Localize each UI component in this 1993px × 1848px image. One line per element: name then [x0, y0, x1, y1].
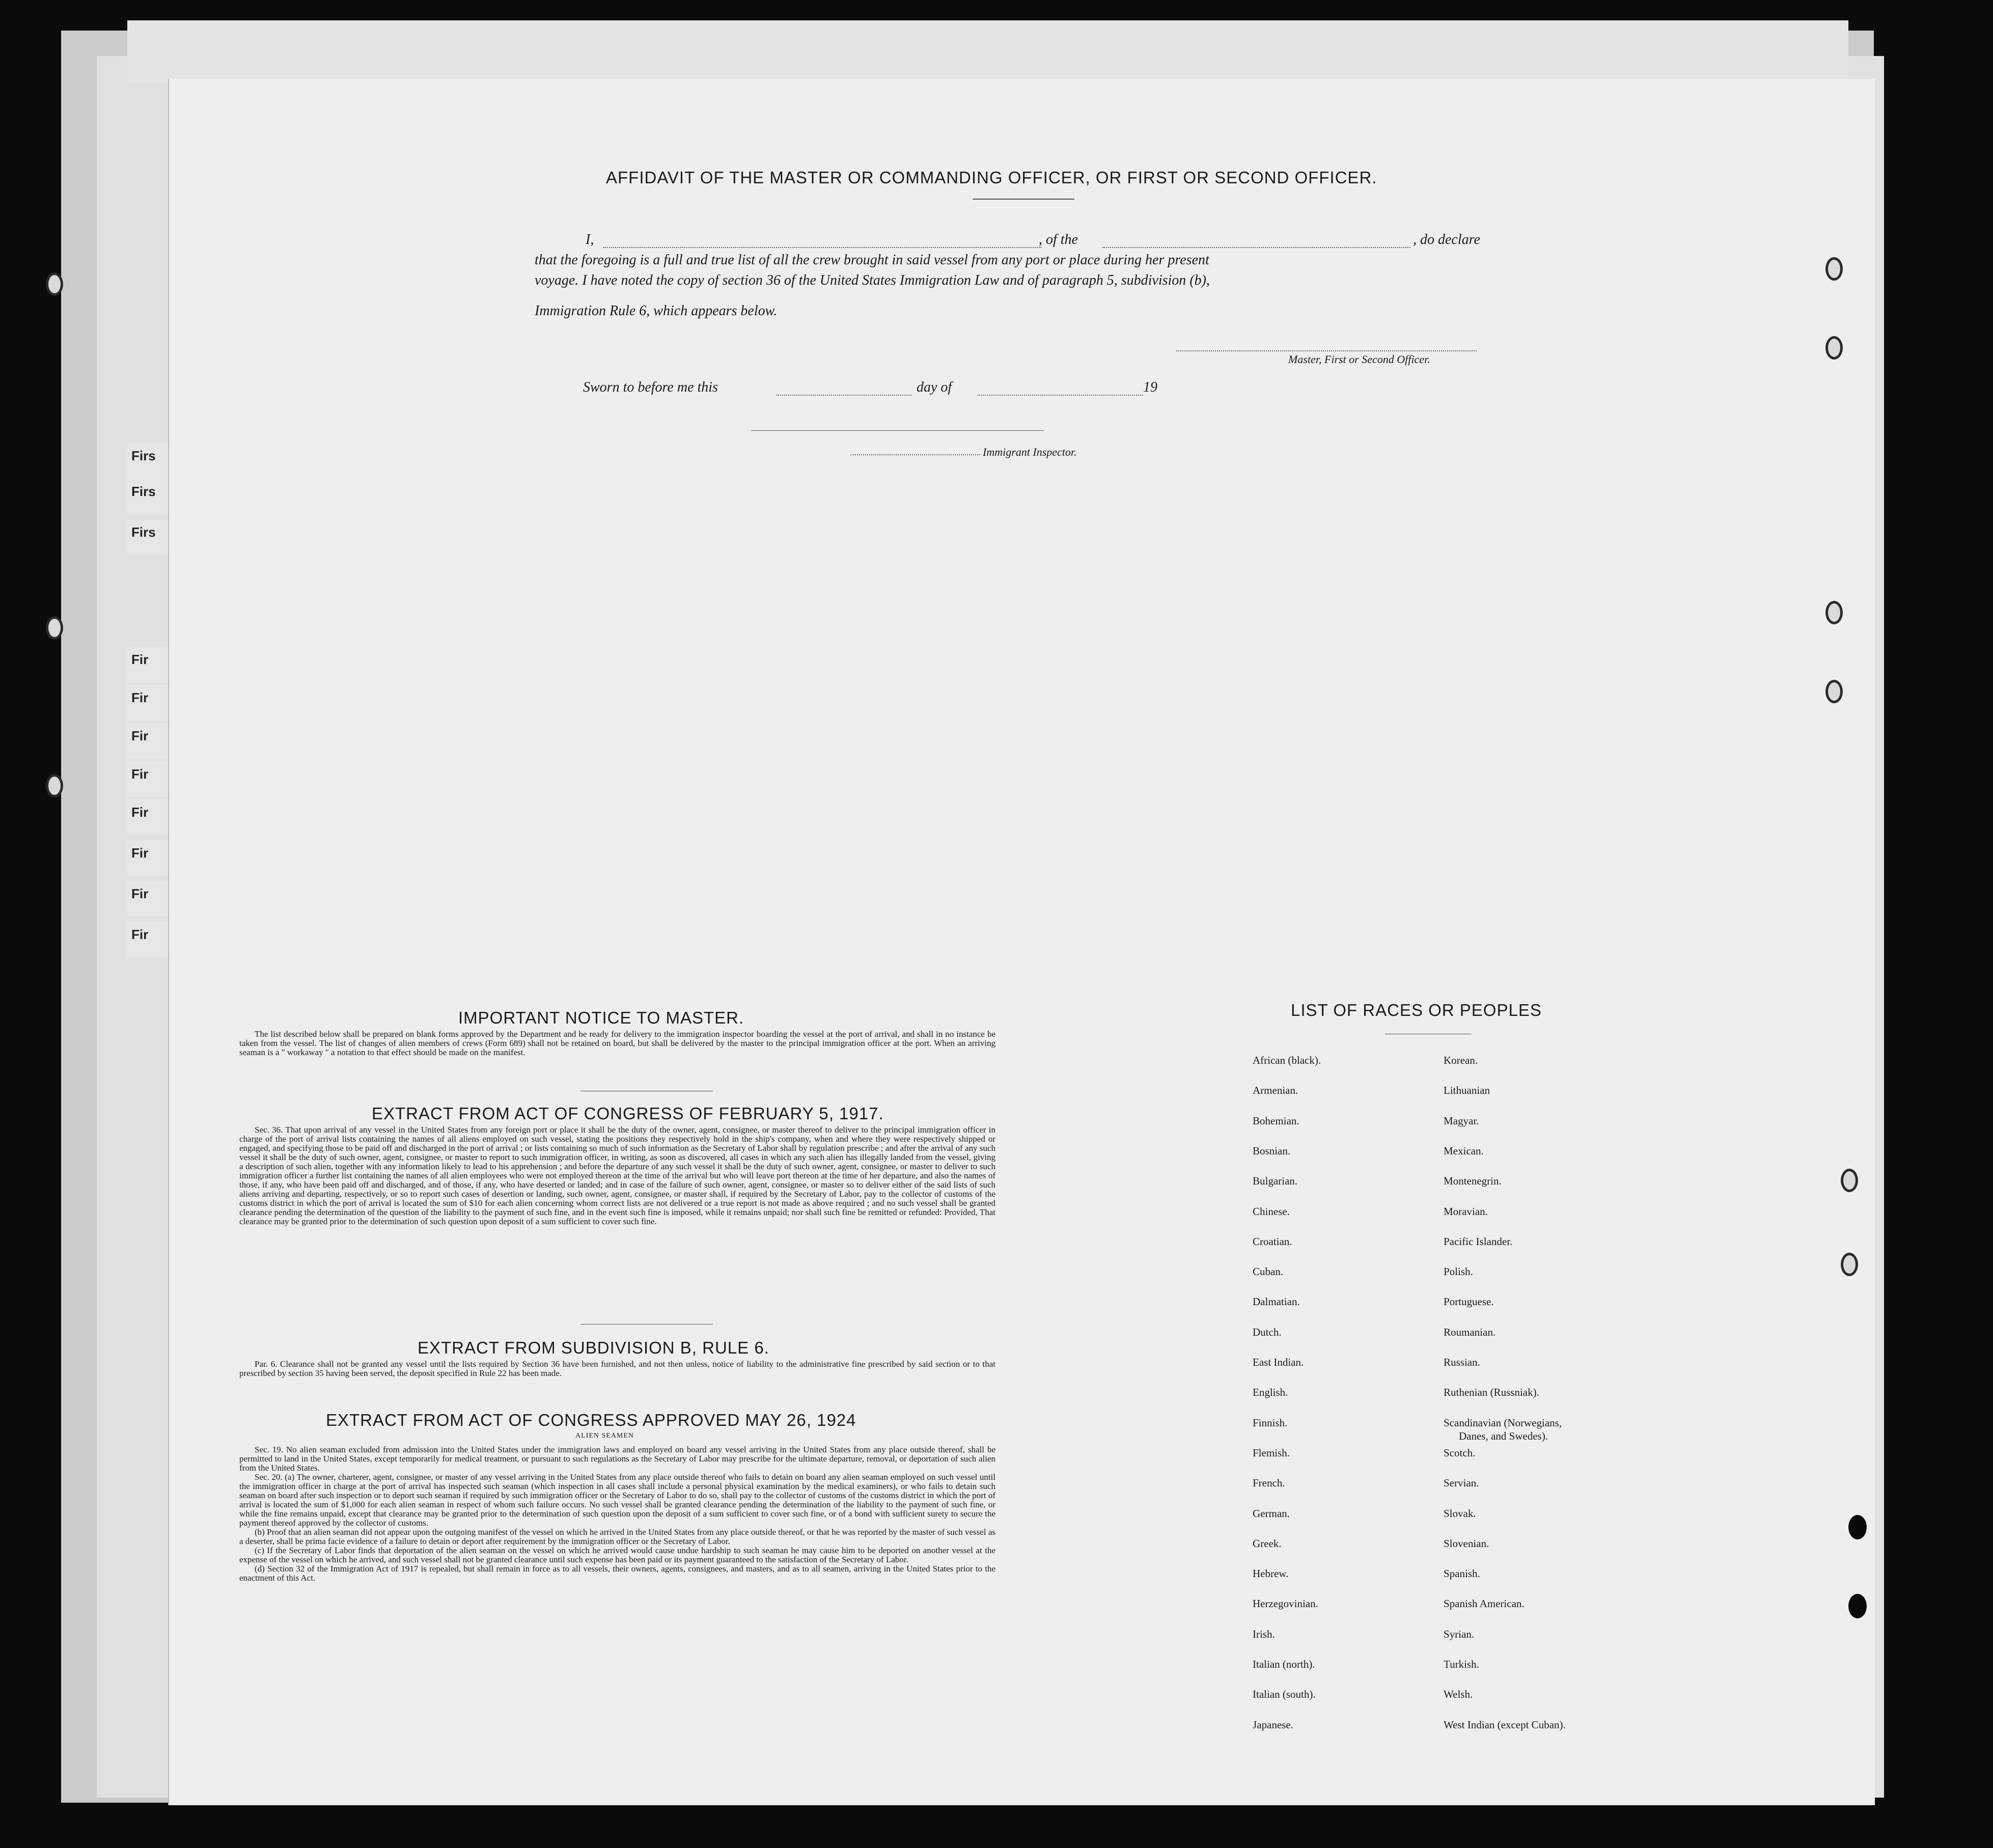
extract-rule6-title: EXTRACT FROM SUBDIVISION B, RULE 6.	[418, 1338, 769, 1357]
extract-1917-text	[239, 1125, 995, 1226]
margin-tab-label: Fir	[131, 805, 149, 820]
binder-hole	[46, 616, 63, 640]
sworn-day-field[interactable]	[777, 395, 911, 396]
binder-hole	[1848, 1594, 1867, 1618]
race-item: Russian.	[1444, 1356, 1480, 1368]
day-of: day of	[917, 379, 952, 395]
year-prefix: 19	[1143, 379, 1157, 395]
race-item: Greek.	[1253, 1537, 1282, 1550]
binder-hole	[1825, 601, 1843, 624]
affidavit-title-rule	[973, 199, 1074, 200]
race-item: Cuban.	[1253, 1265, 1284, 1278]
race-item: Slovenian.	[1444, 1537, 1489, 1550]
officer-name-field[interactable]	[603, 247, 1041, 248]
race-item: Ruthenian (Russniak).	[1444, 1386, 1539, 1399]
margin-tab-label: Fir	[131, 766, 149, 782]
race-item: Hebrew.	[1253, 1567, 1289, 1580]
race-item: East Indian.	[1253, 1356, 1304, 1368]
binder-hole	[1841, 1253, 1858, 1276]
race-item: Danes, and Swedes).	[1459, 1429, 1548, 1442]
master-signature-field[interactable]	[1176, 350, 1477, 351]
race-item: Roumanian.	[1444, 1326, 1496, 1338]
race-item: French.	[1253, 1477, 1285, 1490]
race-item: Bohemian.	[1253, 1114, 1299, 1127]
race-item: Armenian.	[1253, 1084, 1298, 1097]
race-item: German.	[1253, 1507, 1290, 1520]
race-item: Magyar.	[1444, 1114, 1479, 1127]
binder-hole	[46, 272, 63, 296]
race-item: Italian (south).	[1253, 1688, 1316, 1701]
margin-tab-label: Fir	[131, 728, 149, 743]
race-item: West Indian (except Cuban).	[1444, 1718, 1566, 1731]
sec20d-paragraph: (d) Section 32 of the Immigration Act of 1917 is repealed, but shall remain in force as to all vessels, their owners, agents, consignees, and masters, and as to all seamen, arriving in the United States prior to the enactment of this Act.	[239, 1564, 995, 1583]
affidavit-title: AFFIDAVIT OF THE MASTER OR COMMANDING OFFICER, OR FIRST OR SECOND OFFICER.	[606, 168, 1377, 187]
race-item: Italian (north).	[1253, 1658, 1315, 1670]
race-item: Chinese.	[1253, 1205, 1290, 1218]
races-title: LIST OF RACES OR PEOPLES	[1291, 1001, 1542, 1019]
binder-hole	[1841, 1169, 1858, 1192]
race-item: Slovak.	[1444, 1507, 1476, 1520]
alien-seamen-subtitle: ALIEN SEAMEN	[575, 1432, 634, 1440]
race-item: Servian.	[1444, 1477, 1479, 1490]
margin-tab-label: Firs	[131, 525, 156, 540]
race-item: Irish.	[1253, 1628, 1275, 1640]
affidavit-line4: Immigration Rule 6, which appears below.	[535, 303, 778, 319]
extract-1917-title: EXTRACT FROM ACT OF CONGRESS OF FEBRUARY 5, 1917.	[372, 1104, 884, 1123]
binder-hole	[1825, 336, 1843, 360]
notice-paragraph: The list described below shall be prepared on blank forms approved by the Department and be ready for delivery to the immigration inspector boarding the vessel at the port of arrival, and shall in no instance be taken from the vessel. The list of changes of alien members of crews (Form 689) shall not be retained on board, but shall be delivered by the master to the principal immigration officer at the port. When an arriving seaman is a " workaway " a notation to that effect should be made on the manifest.	[239, 1029, 995, 1057]
margin-tab-label: Fir	[131, 927, 149, 942]
race-item: Dutch.	[1253, 1326, 1282, 1338]
master-label: Master, First or Second Officer.	[1288, 353, 1430, 366]
sec20c-paragraph: (c) If the Secretary of Labor finds that deportation of the alien seaman on the vessel on which he arrived would cause undue hardship to such seaman he may cause him to be deported on another vessel at the expense of the vessel on which he arrived, and such vessel shall not be granted clearance until such expense has been paid or its payment guaranteed to the satisfaction of the Secretary of Labor.	[239, 1546, 995, 1564]
affidavit-line3: voyage. I have noted the copy of section 36 of the United States Immigration Law and of paragraph 5, subdivision (b),	[535, 272, 1210, 288]
notice-title: IMPORTANT NOTICE TO MASTER.	[458, 1008, 744, 1027]
race-item: Flemish.	[1253, 1446, 1290, 1459]
margin-tab-label: Fir	[131, 690, 149, 705]
margin-tab-label: Fir	[131, 652, 149, 667]
affidavit-declare: , do declare	[1413, 232, 1480, 247]
affidavit-i: I,	[586, 232, 594, 247]
race-item: Scotch.	[1444, 1446, 1476, 1459]
binder-hole	[1825, 680, 1843, 703]
race-item: Syrian.	[1444, 1628, 1475, 1640]
extract-1924-title: EXTRACT FROM ACT OF CONGRESS APPROVED MAY 26, 1924	[326, 1411, 856, 1429]
race-item: Korean.	[1444, 1054, 1478, 1066]
section-36-paragraph: Sec. 36. That upon arrival of any vessel in the United States from any foreign port or place it shall be the duty of the owner, agent, consignee, or master thereof to deliver to the principal immigration officer in charge of the port of arrival lists containing the names of all aliens employed on such vessel, stating the positions they respectively hold in the ship's company, when and where they were respectively shipped or engaged, and specifying those to be paid off and discharged in the port of arrival ; or lists containing so much of such information as the Secretary of Labor shall by regulation prescribe ; and after the arrival of any such vessel it shall be the duty of such owner, agent, consignee, or master to report to such immigration officer, in writing, as soon as discovered, all cases in which any such alien has illegally landed from the vessel, giving a description of such alien, together with any information likely to lead to his apprehension ; and before the departure of any such vessel it shall be the duty of such owner, agent, consignee, or master to deliver to such immigration officer a further list containing the names of all alien employees who were not employed thereon at the time of the arrival but who will leave port thereon at the time of her departure, and also the names of those, if any, who have been paid off and discharged, and of those, if any, who have deserted or landed; and in case of the failure of such owner, agent, consignee, or master so to deliver either of the said lists of such aliens arriving and departing, respectively, or so to report such cases of desertion or landing, such owner, agent, consignee, or master shall, if required by the Secretary of Labor, pay to the collector of customs of the customs district in which the port of arrival is located the sum of $10 for each alien concerning whom correct lists are not delivered or a true report is not made as above required ; and no such vessel shall be granted clearance pending the determination of the question of the liability to the payment of such fine, and in the event such fine is imposed, while it remains unpaid; nor shall such fine be remitted or refunded: Provided, That clearance may be granted prior to the determination of such question upon deposit of a sum sufficient to cover such fine.	[239, 1125, 995, 1226]
sec20b-paragraph: (b) Proof that an alien seaman did not appear upon the outgoing manifest of the vessel on which he arrived in the United States from any place outside thereof, or that he was reported by the master of such vessel as a deserter, shall be prima facie evidence of a failure to detain or deport after requirement by the immigration officer or the Secretary of Labor.	[239, 1527, 995, 1546]
race-item: Dalmatian.	[1253, 1295, 1300, 1308]
race-item: Herzegovinian.	[1253, 1597, 1318, 1610]
section-divider	[580, 1324, 713, 1325]
notice-text	[239, 1030, 995, 1057]
margin-tab-label: Firs	[131, 448, 156, 463]
par6-paragraph: Par. 6. Clearance shall not be granted any vessel until the lists required by Section 36 have been furnished, and not then unless, notice of liability to the administrative fine prescribed by said section or to that prescribed by section 35 having been served, the deposit specified in Rule 22 has been made.	[239, 1359, 995, 1378]
inspector-rule	[751, 430, 1044, 431]
affidavit-of-the: , of the	[1039, 232, 1078, 247]
underlying-page-3	[127, 20, 1848, 81]
sec19-paragraph: Sec. 19. No alien seaman excluded from admission into the United States under the immigration laws and employed on board any vessel arriving in the United States from any place outside thereof, shall be permitted to land in the United States, except temporarily for medical treatment, or pursuant to such regulations as the Secretary of Labor may prescribe for the ultimate departure, removal, or deportation of such alien from the United States.	[239, 1445, 995, 1473]
binder-hole	[1825, 257, 1843, 281]
sworn-month-field[interactable]	[978, 395, 1143, 396]
race-item: Polish.	[1444, 1265, 1473, 1278]
race-item: Lithuanian	[1444, 1084, 1490, 1097]
sec20a-paragraph: Sec. 20. (a) The owner, charterer, agent, consignee, or master of any vessel arriving in the United States from any place outside thereof who fails to detain on board any alien seaman employed on such vessel until the immigration officer in charge at the port of arrival has inspected such seaman (which inspection in all cases shall include a personal physical examination by the medical examiners), or who fails to detain such seaman on board after such inspection or to deport such seaman if required by such immigration officer or the Secretary of Labor to do so, shall pay to the collector of customs of the customs district in which the port of arrival is located the sum of $1,000 for each alien seaman in respect of whom such failure occurs. No such vessel shall be granted clearance pending the determination of the liability to the payment of such fine, or while the fine remains unpaid, except that clearance may be granted prior to the determination of such question upon the deposit of a sum sufficient to cover such fine, or of a bond with sufficient surety to secure the payment thereof approved by the collector of customs.	[239, 1472, 995, 1528]
race-item: Moravian.	[1444, 1205, 1488, 1218]
affidavit-line2: that the foregoing is a full and true list of all the crew brought in said vessel from any port or place during her present	[535, 252, 1209, 268]
race-item: Spanish American.	[1444, 1597, 1525, 1610]
extract-rule6-text	[239, 1360, 995, 1378]
vessel-name-field[interactable]	[1102, 247, 1410, 248]
race-item: Mexican.	[1444, 1144, 1484, 1157]
margin-tab-label: Firs	[131, 484, 156, 499]
race-item: Portuguese.	[1444, 1295, 1494, 1308]
race-item: Pacific Islander.	[1444, 1235, 1513, 1248]
extract-1924-text	[239, 1445, 995, 1583]
race-item: Japanese.	[1253, 1718, 1293, 1731]
race-item: Croatian.	[1253, 1235, 1292, 1248]
binder-hole	[1848, 1515, 1867, 1539]
race-item: Turkish.	[1444, 1658, 1479, 1670]
margin-tab-label: Fir	[131, 845, 149, 861]
race-item: Welsh.	[1444, 1688, 1473, 1701]
inspector-signature-field[interactable]	[850, 454, 980, 455]
sworn-before: Sworn to before me this	[583, 379, 718, 395]
race-item: Bosnian.	[1253, 1144, 1291, 1157]
race-item: Finnish.	[1253, 1416, 1288, 1429]
race-item: Spanish.	[1444, 1567, 1480, 1580]
inspector-label: Immigrant Inspector.	[983, 446, 1077, 458]
margin-tab-label: Fir	[131, 886, 149, 901]
race-item: Bulgarian.	[1253, 1175, 1298, 1188]
race-item: Montenegrin.	[1444, 1175, 1502, 1188]
race-item: English.	[1253, 1386, 1288, 1399]
race-item: African (black).	[1253, 1054, 1321, 1066]
race-item: Scandinavian (Norwegians,	[1444, 1416, 1562, 1429]
binder-hole	[46, 774, 63, 797]
